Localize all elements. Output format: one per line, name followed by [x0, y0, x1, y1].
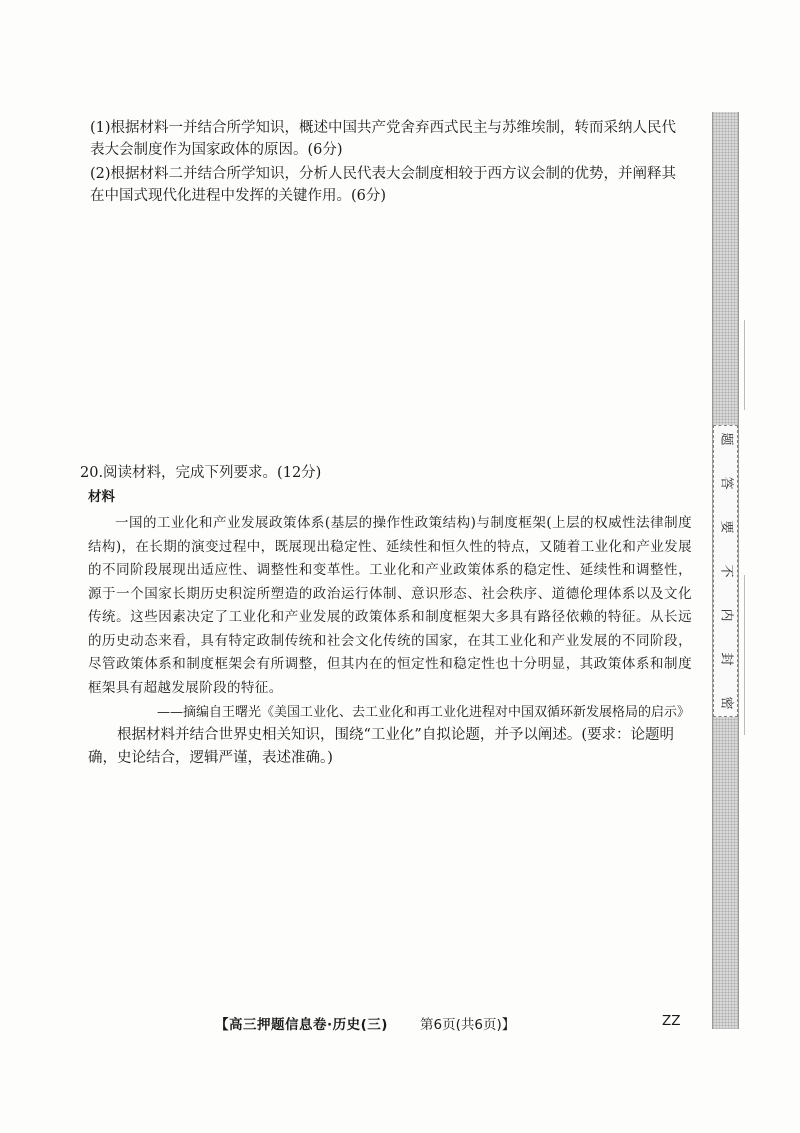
margin-line — [744, 320, 745, 410]
question-19-part-1: (1)根据材料一并结合所学知识，概述中国共产党舍弃西式民主与苏维埃制，转而采纳人民代表大会制度作为国家政体的原因。(6分) — [90, 120, 677, 158]
seal-char: 内 — [718, 608, 734, 622]
seal-char: 密 — [718, 696, 734, 710]
question-19-part-2: (2)根据材料二并结合所学知识，分析人民代表大会制度相较于西方议会制的优势，并阐释其在中国式现代化进程中发挥的关键作用。(6分) — [90, 166, 677, 204]
seal-char: 题 — [718, 432, 734, 446]
seal-char: 答 — [718, 476, 734, 490]
footer-exam-title: 【高三押题信息卷·历史(三) — [215, 1017, 388, 1033]
material-label: 材料 — [88, 489, 115, 505]
question-20 — [80, 462, 692, 770]
question-20-header: 20.阅读材料，完成下列要求。(12分) — [80, 465, 322, 481]
seal-char: 要 — [718, 520, 734, 534]
footer-page-number: 第6页(共6页)】 — [420, 1017, 516, 1033]
margin-line — [744, 575, 745, 735]
seal-notice-box — [713, 425, 738, 717]
footer-code: ZZ — [662, 1013, 681, 1029]
page-footer — [0, 1013, 800, 1035]
seal-char: 封 — [718, 652, 734, 666]
material-source: ——摘编自王曙光《美国工业化、去工业化和再工业化进程对中国双循环新发展格局的启示》 — [156, 705, 690, 720]
question-19-subparts — [90, 117, 690, 209]
seal-char: 不 — [718, 564, 734, 578]
question-20-prompt: 根据材料并结合世界史相关知识，围绕“工业化”自拟论题，并予以阐述。(要求：论题明确，史论结合，逻辑严谨，表述准确。) — [88, 727, 674, 766]
material-text: 一国的工业化和产业发展政策体系(基层的操作性政策结构)与制度框架(上层的权威性法律制度结构)，在长期的演变过程中，既展现出稳定性、延续性和恒久性的特点，又随着工业化和产业发展的不同阶段展现出适应性、调整性和变革性。工业化和产业政策体系的稳定性、延续性和调整性，源于一个国家长期历史积淀所塑造的政治运行体制、意识形态、社会秩序、道德伦理体系以及文化传统。这些因素决定了工业化和产业发展的政策体系和制度框架大多具有路径依赖的特征。从长远的历史动态来看，具有特定政制传统和社会文化传统的国家，在其工业化和产业发展的不同阶段，尽管政策体系和制度框架会有所调整，但其内在的恒定性和稳定性也十分明显，其政策体系和制度框架具有超越发展阶段的特征。 — [88, 515, 692, 696]
